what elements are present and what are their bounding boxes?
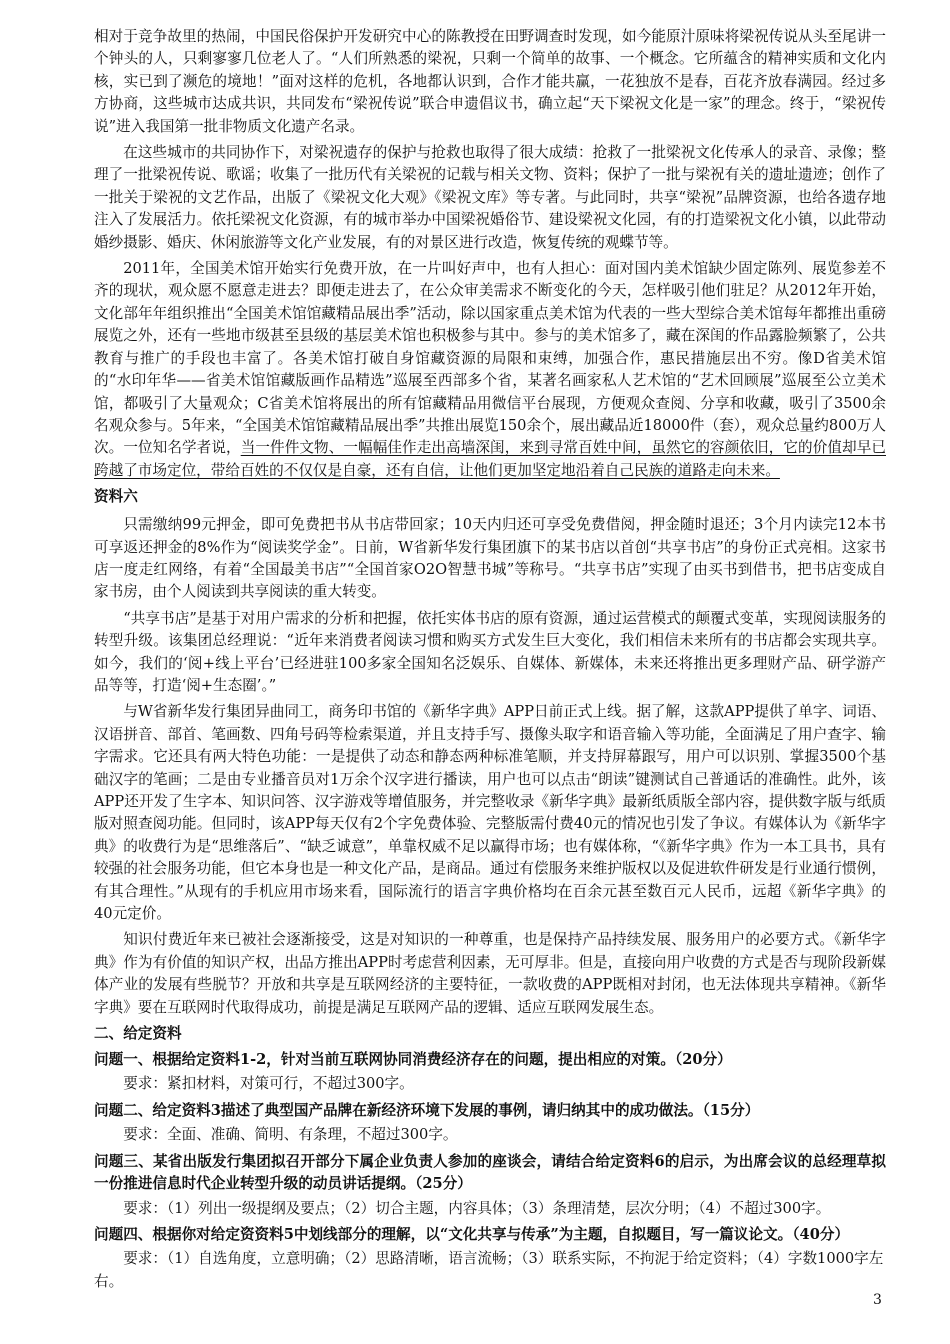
question-4-requirement: 要求：（1）自选角度，立意明确；（2）思路清晰，语言流畅；（3）联系实际，不拘泥于给定资料；（4）字数1000字左右。 [94, 1250, 884, 1290]
paragraph-1: 相对于竞争故里的热闹，中国民俗保护开发研究中心的陈教授在田野调查时发现，如今能原汁原味将梁祝传说从头至尾讲一个钟头的人，只剩寥寥几位老人了。“人们所熟悉的梁祝，只剩一个简单的故事、一个概念。它所蕴含的精神实质和文化内核，实已到了濒危的境地！”面对这样的危机，各地都认识到，合作才能共赢，一花独放不是春，百花齐放春满园。经过多方协商，这些城市达成共识，共同发布“梁祝传说”联合申遗倡议书，确立起“天下梁祝文化是一家”的理念。终于，“梁祝传说”进入我国第一批非物质文化遗产名录。 [94, 28, 886, 135]
paragraph-3-text: 2011年，全国美术馆开始实行免费开放，在一片叫好声中，也有人担心：面对国内美术馆缺少固定陈列、展览参差不齐的现状，观众愿不愿意走进去？即便走进去了，在公众审美需求不断变化的今天，怎样吸引他们驻足？从2012年开始，文化部年年组织推出“全国美术馆馆藏精品展出季”活动，除以国家重点美术馆为代表的一些大型综合美术馆每年都推出重磅展览之外，还有一些地市级甚至县级的基层美术馆也积极参与其中。参与的美术馆多了，藏在深闺的作品露脸频繁了，公共教育与推广的手段也丰富了。各美术馆打破自身馆藏资源的局限和束缚，加强合作，惠民措施层出不穷。像D省美术馆的“水印年华——省美术馆馆藏版画作品精选”巡展至西部多个省，某著名画家私人艺术馆的“艺术回顾展”巡展至公立美术馆，都吸引了大量观众；C省美术馆将展出的所有馆藏精品用微信平台展现，方便观众查阅、分享和收藏，吸引了3500余名观众参与。5年来，“全国美术馆馆藏精品展出季”共推出展览150余个，展出藏品近18000件（套），观众总量约800万人次。一位知名学者说， [94, 260, 886, 457]
question-2: 问题二、给定资料3描述了典型国产品牌在新经济环境下发展的事例，请归纳其中的成功做法。（15分） [94, 1101, 760, 1119]
paragraph-4: 只需缴纳99元押金，即可免费把书从书店带回家；10天内归还可享受免费借阅，押金随时退还；3个月内读完12本书可享返还押金的8%作为“阅读奖学金”。日前，W省新华发行集团旗下的某书店以首创“共享书店”的身份正式亮相。这家书店一度走红网络，有着“全国最美书店”“全国首家O2O智慧书城”等称号。“共享书店”实现了由买书到借书，把书店变成自家书房，由个人阅读到共享阅读的重大转变。 [94, 516, 886, 601]
page-number: 3 [873, 1292, 882, 1308]
paragraph-2: 在这些城市的共同协作下，对梁祝遗存的保护与抢救也取得了很大成绩：抢救了一批梁祝文化传承人的录音、录像；整理了一批梁祝传说、歌谣；收集了一批历代有关梁祝的记载与相关文物、资料；保护了一批与梁祝有关的遗址遗迹；创作了一批关于梁祝的文艺作品，出版了《梁祝文化大观》《梁祝文库》等专著。与此同时，共享“梁祝”品牌资源，也给各遗存地注入了发展活力。依托梁祝文化资源，有的城市举办中国梁祝婚俗节、建设梁祝文化园，有的打造梁祝文化小镇，以此带动婚纱摄影、婚庆、休闲旅游等文化产业发展，有的对景区进行改造，恢复传统的观蝶节等。 [94, 144, 886, 251]
paragraph-3 [94, 258, 886, 482]
paragraph-5: “共享书店”是基于对用户需求的分析和把握，依托实体书店的原有资源，通过运营模式的颠覆式变革，实现阅读服务的转型升级。该集团总经理说：“近年来消费者阅读习惯和购买方式发生巨大变化，我们相信未来所有的书店都会实现共享。如今，我们的‘阅+线上平台’已经进驻100多家全国知名泛娱乐、自媒体、新媒体，未来还将推出更多理财产品、研学游产品等等，打造‘阅+生态圈’。” [94, 609, 886, 694]
question-3-requirement: 要求：（1）列出一级提纲及要点；（2）切合主题，内容具体；（3）条理清楚，层次分明；（4）不超过300字。 [123, 1199, 831, 1217]
document-body [94, 26, 886, 1297]
question-4: 问题四、根据你对给定资资料5中划线部分的理解，以“文化共享与传承”为主题，自拟题目，写一篇议论文。（40分） [94, 1225, 850, 1243]
paragraph-6: 与W省新华发行集团异曲同工，商务印书馆的《新华字典》APP日前正式上线。据了解，这款APP提供了单字、词语、汉语拼音、部首、笔画数、四角号码等检索渠道，并且支持手写、摄像头取字和语音输入等功能，全面满足了用户查字、输字需求。它还具有两大特色功能：一是提供了动态和静态两种标准笔顺，并支持屏幕跟写，用户可以识别、掌握3500个基础汉字的笔画；二是由专业播音员对1万余个汉字进行播读，用户也可以点击“朗读”键测试自己普通话的准确性。此外，该APP还开发了生字本、知识问答、汉字游戏等增值服务，并完整收录《新华字典》最新纸质版全部内容，提供数字版与纸质版对照查阅功能。但同时，该APP每天仅有2个字免费体验、完整版需付费40元的情况也引发了争议。有媒体认为《新华字典》的收费行为是“思维落后”、“缺乏诚意”，单靠权威不足以赢得市场；也有媒体称，“《新华字典》作为一本工具书，具有较强的社会服务功能，但它本身也是一种文化产品，是商品。通过有偿服务来维护版权以及促进软件研发是行业通行惯例，有其合理性。”从现有的手机应用市场来看，国际流行的语言字典价格均在百余元甚至数百元人民币，远超《新华字典》的40元定价。 [94, 703, 886, 923]
question-3: 问题三、某省出版发行集团拟召开部分下属企业负责人参加的座谈会，请结合给定资料6的启示，为出席会议的总经理草拟一份推进信息时代企业转型升级的动员讲话提纲。（25分） [94, 1152, 886, 1193]
section-heading-material-6: 资料六 [94, 488, 138, 506]
question-1-requirement: 要求：紧扣材料，对策可行，不超过300字。 [123, 1075, 414, 1093]
question-2-requirement: 要求：全面、准确、简明、有条理，不超过300字。 [123, 1126, 458, 1144]
question-1: 问题一、根据给定资料1-2，针对当前互联网协同消费经济存在的问题，提出相应的对策。（20分） [94, 1051, 732, 1069]
paragraph-7: 知识付费近年来已被社会逐渐接受，这是对知识的一种尊重，也是保持产品持续发展、服务用户的必要方式。《新华字典》作为有价值的知识产权，出品方推出APP时考虑营利因素，无可厚非。但是，直接向用户收费的方式是否与现阶段新媒体产业的发展有些脱节？开放和共享是互联网经济的主要特征，一款收费的APP既相对封闭，也无法体现共享精神。《新华字典》要在互联网时代取得成功，前提是满足互联网产品的逻辑、适应互联网发展生态。 [94, 931, 886, 1016]
section-heading-given-materials: 二、给定资料 [94, 1025, 182, 1043]
underlined-quote: 当一件件文物、一幅幅佳作走出高墙深闺，来到寻常百姓中间，虽然它的容颜依旧，它的价值却早已跨越了市场定位，带给百姓的不仅仅是自豪，还有自信，让他们更加坚定地沿着自己民族的道路走向未来。 [94, 439, 886, 479]
